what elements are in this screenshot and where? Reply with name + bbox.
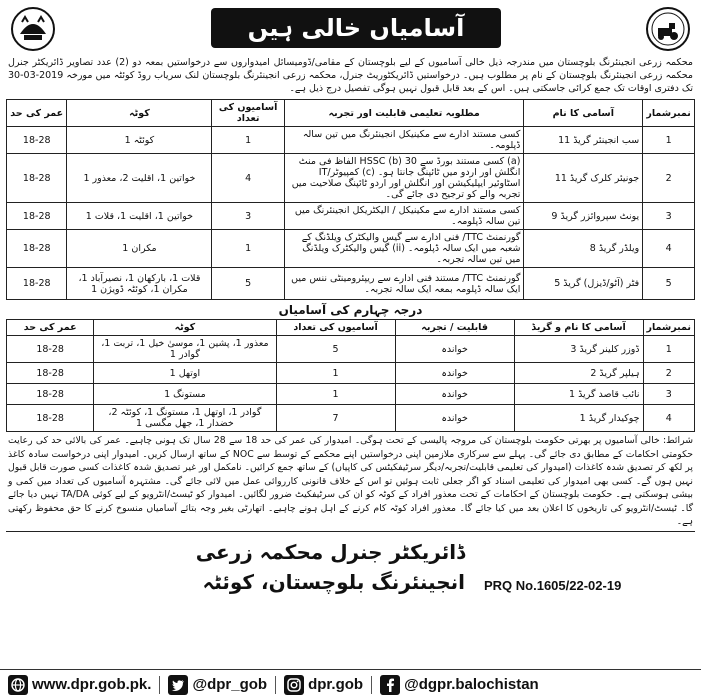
cell-count: 3 [212, 203, 284, 230]
globe-icon [8, 675, 28, 695]
table-row [7, 203, 695, 230]
table-row [7, 336, 695, 363]
class-iv-table [6, 319, 695, 432]
table-header-row [7, 320, 695, 336]
footer-twitter-text: @dpr_gob [192, 676, 268, 693]
header-count: آسامیوں کی تعداد [212, 100, 284, 127]
cell-age: 18-28 [7, 154, 67, 203]
cell-name: ڈوزر کلینر گریڈ 3 [514, 336, 643, 363]
header-name: آسامی کا نام [524, 100, 643, 127]
footer-divider [275, 676, 276, 694]
header-count: آسامیوں کی تعداد [276, 320, 395, 336]
cell-name: فٹر (آٹو/ڈیزل) گریڈ 5 [524, 268, 643, 300]
header-qual: قابلیت / تجربہ [395, 320, 514, 336]
footer-bar [0, 669, 701, 699]
table-header-row [7, 100, 695, 127]
cell-num: 2 [643, 154, 695, 203]
table-row [7, 268, 695, 300]
cell-name: ویلڈر گریڈ 8 [524, 230, 643, 268]
cell-num: 3 [643, 203, 695, 230]
terms-paragraph: شرائط: خالی آسامیوں پر بھرتی حکومت بلوچستان کی مروجہ پالیسی کے تحت ہوگی۔ امیدوار کی عمر کی حد 18 سے 28 سال تک ہونی چاہیے۔ عمر کی بالائی حد کی رعایت حکومتی احکامات کے مطابق دی جائے گی۔ پہلے سے سرکاری ملازمین اپنی درخواستیں اپنے محکمے کے توسط سے NOC کے ساتھ ارسال کریں۔ امیدوار اپنی درخواست سادہ کاغذ پر لکھ کر تصدیق شدہ کاغذات (امیدوار کی تعلیمی قابلیت/تجربہ/دیگر سرٹیفکیٹس کی کاپیاں) کے ساتھ جمع کرائیں۔ نامکمل اور غیر تصدیق شدہ کاغذات کسی صورت قابل قبول نہیں ہوں گے۔ کسی بھی امیدوار کی تعلیمی اسناد کو اگر جعلی ثابت ہوئیں تو اس کے خلاف قانونی کارروائی عمل میں لائی جائے گی۔ مشتہرہ آسامیوں کی تعداد میں کمی و بیشی ہوسکتی ہے۔ حکومت بلوچستان کے احکامات کے تحت معذور افراد کے کوٹہ کو ان کی سرٹیفکیٹ ضرور لگائیں۔ امیدوار کو ٹیسٹ/انٹرویو کے لیے کوئی TA/DA نہیں دیا جائے گا۔ ٹیسٹ/انٹرویو کی تاریخوں کا اعلان بعد میں کیا جائے گا۔ معذور افراد کوٹہ کام کرنے کے اہل ہونے چاہیے۔ اتھارٹی بغیر وجہ بتائے آسامیاں منسوخ کرنے کا حق محفوظ رکھتی ہے۔ [6, 432, 695, 532]
cell-age: 18-28 [7, 405, 94, 432]
header-num: نمبرشمار [643, 100, 695, 127]
signature-line-1: ڈائریکٹر جنرل محکمہ زرعی [195, 539, 465, 564]
header [6, 4, 695, 54]
footer-facebook[interactable] [380, 675, 539, 695]
cell-qual: خواندہ [395, 384, 514, 405]
cell-age: 18-28 [7, 127, 67, 154]
department-emblem-icon [645, 6, 691, 52]
cell-count: 1 [212, 230, 284, 268]
cell-name: نائب قاصد گریڈ 1 [514, 384, 643, 405]
intro-paragraph: محکمہ زرعی انجینئرنگ بلوچستان میں مندرجہ ذیل خالی آسامیوں کے لیے بلوچستان کے مقامی/ڈومیسائل امیدواروں سے درخواستیں بمعہ دو (2) عدد تصاویر ڈائریکٹر جنرل محکمہ زرعی انجینئرنگ بلوچستان کے نام پر مطلوب ہیں۔ درخواستیں ڈائریکٹوریٹ جنرل، محکمہ زرعی انجینئرنگ بلوچستان لنک سریاب روڈ کوئٹہ میں مورخہ 2019-03-30 تک دفتری اوقات تک جمع کرائی جاسکتی ہیں۔ اس کے بعد قابل قبول نہیں ہوگی تفصیل درج ذیل ہے۔ [8, 57, 694, 94]
header-quota: کوٹہ [67, 100, 212, 127]
cell-qual: خواندہ [395, 336, 514, 363]
cell-age: 18-28 [7, 363, 94, 384]
government-seal-icon [10, 6, 56, 52]
cell-count: 1 [276, 384, 395, 405]
cell-name: ہیلپر گریڈ 2 [514, 363, 643, 384]
page-title: آسامیاں خالی ہیں [211, 8, 501, 48]
cell-quota: کوئٹہ 1 [67, 127, 212, 154]
cell-quota: مستونگ 1 [94, 384, 276, 405]
table-row [7, 384, 695, 405]
cell-quota: مکران 1 [67, 230, 212, 268]
header-qual: مطلوبہ تعلیمی قابلیت اور تجربہ [284, 100, 524, 127]
prq-number: PRQ No.1605/22-02-19 [484, 577, 622, 593]
cell-name: جونیئر کلرک گریڈ 11 [524, 154, 643, 203]
instagram-icon [284, 675, 304, 695]
cell-age: 18-28 [7, 203, 67, 230]
cell-quota: خواتین 1، اقلیت 1، قلات 1 [67, 203, 212, 230]
cell-qual: (a) کسی مستند بورڈ سے HSSC (b) 30 الفاظ فی منٹ انگلش اور اردو میں ٹائپنگ جانتا ہو۔ (c) کمپیوٹر/IT اسٹاوئیر ایپلیکیشن اور انگلش اور اردو ٹائپنگ صلاحیت میں تجربہ والے کو ترجیح دی جائے گی۔ [284, 154, 524, 203]
cell-qual: گورنمنٹ TTC/ مستند فنی ادارے سے ریپئرومینٹی ننس میں ایک سالہ ڈپلومہ بمعہ ایک سالہ تجربہ۔ [284, 268, 524, 300]
footer-divider [371, 676, 372, 694]
cell-quota: خواتین 1، اقلیت 2، معذور 1 [67, 154, 212, 203]
twitter-icon [168, 675, 188, 695]
cell-name: یونٹ سپروائزر گریڈ 9 [524, 203, 643, 230]
signature-line-2: انجینئرنگ بلوچستان، کوئٹہ [202, 569, 465, 594]
cell-qual: خواندہ [395, 363, 514, 384]
cell-count: 5 [276, 336, 395, 363]
cell-num: 5 [643, 268, 695, 300]
table-row [7, 154, 695, 203]
cell-quota: اوتھل 1 [94, 363, 276, 384]
cell-age: 18-28 [7, 230, 67, 268]
cell-qual: کسی مستند ادارے سے مکینیکل / الیکٹریکل انجینئرنگ میں تین سالہ ڈپلومہ۔ [284, 203, 524, 230]
header-quota: کوٹہ [94, 320, 276, 336]
cell-name: سب انجینئر گریڈ 11 [524, 127, 643, 154]
header-name: آسامی کا نام و گریڈ [514, 320, 643, 336]
cell-quota: قلات 1، بارکھان 1، نصیرآباد 1، مکران 1، کوئٹہ ڈویژن 1 [67, 268, 212, 300]
cell-name: چوکیدار گریڈ 1 [514, 405, 643, 432]
cell-age: 18-28 [7, 268, 67, 300]
cell-count: 7 [276, 405, 395, 432]
cell-qual: خواندہ [395, 405, 514, 432]
header-age: عمر کی حد [7, 100, 67, 127]
cell-qual: گورنمنٹ TTC/ فنی ادارے سے گیس والیکٹرک ویلڈنگ کے شعبہ میں ایک سالہ ڈپلومہ۔ (ii) گیس والیکٹرک ویلڈنگ میں تین سالہ تجربہ۔ [284, 230, 524, 268]
section-title-class-iv: درجہ چہارم کی آسامیاں [278, 303, 423, 317]
footer-website-text: www.dpr.gob.pk. [32, 676, 152, 693]
header-age: عمر کی حد [7, 320, 94, 336]
footer-twitter[interactable] [168, 675, 267, 695]
cell-age: 18-28 [7, 384, 94, 405]
footer-instagram-text: dpr.gob [308, 676, 364, 693]
table-row [7, 363, 695, 384]
cell-qual: کسی مستند ادارے سے مکینیکل انجینئرنگ میں تین سالہ ڈپلومہ۔ [284, 127, 524, 154]
cell-quota: معذور 1، پشین 1، موسیٰ خیل 1، تربت 1، گوادر 1 [94, 336, 276, 363]
footer-facebook-text: @dgpr.balochistan [404, 676, 539, 693]
cell-count: 1 [276, 363, 395, 384]
cell-num: 4 [643, 230, 695, 268]
positions-table [6, 99, 695, 300]
cell-count: 4 [212, 154, 284, 203]
cell-num: 3 [643, 384, 694, 405]
cell-count: 1 [212, 127, 284, 154]
cell-num: 1 [643, 127, 695, 154]
cell-num: 1 [643, 336, 694, 363]
signature-block [6, 532, 695, 606]
footer-website[interactable] [8, 675, 151, 695]
header-num: نمبرشمار [643, 320, 694, 336]
cell-age: 18-28 [7, 336, 94, 363]
cell-quota: گوادر 1، اوتھل 1، مستونگ 1، کوئٹہ 2، خضدار 1، جھل مگسی 1 [94, 405, 276, 432]
table-row [7, 230, 695, 268]
cell-count: 5 [212, 268, 284, 300]
table-row [7, 405, 695, 432]
facebook-icon [380, 675, 400, 695]
footer-divider [159, 676, 160, 694]
cell-num: 4 [643, 405, 694, 432]
table-row [7, 127, 695, 154]
cell-num: 2 [643, 363, 694, 384]
footer-instagram[interactable] [284, 675, 363, 695]
